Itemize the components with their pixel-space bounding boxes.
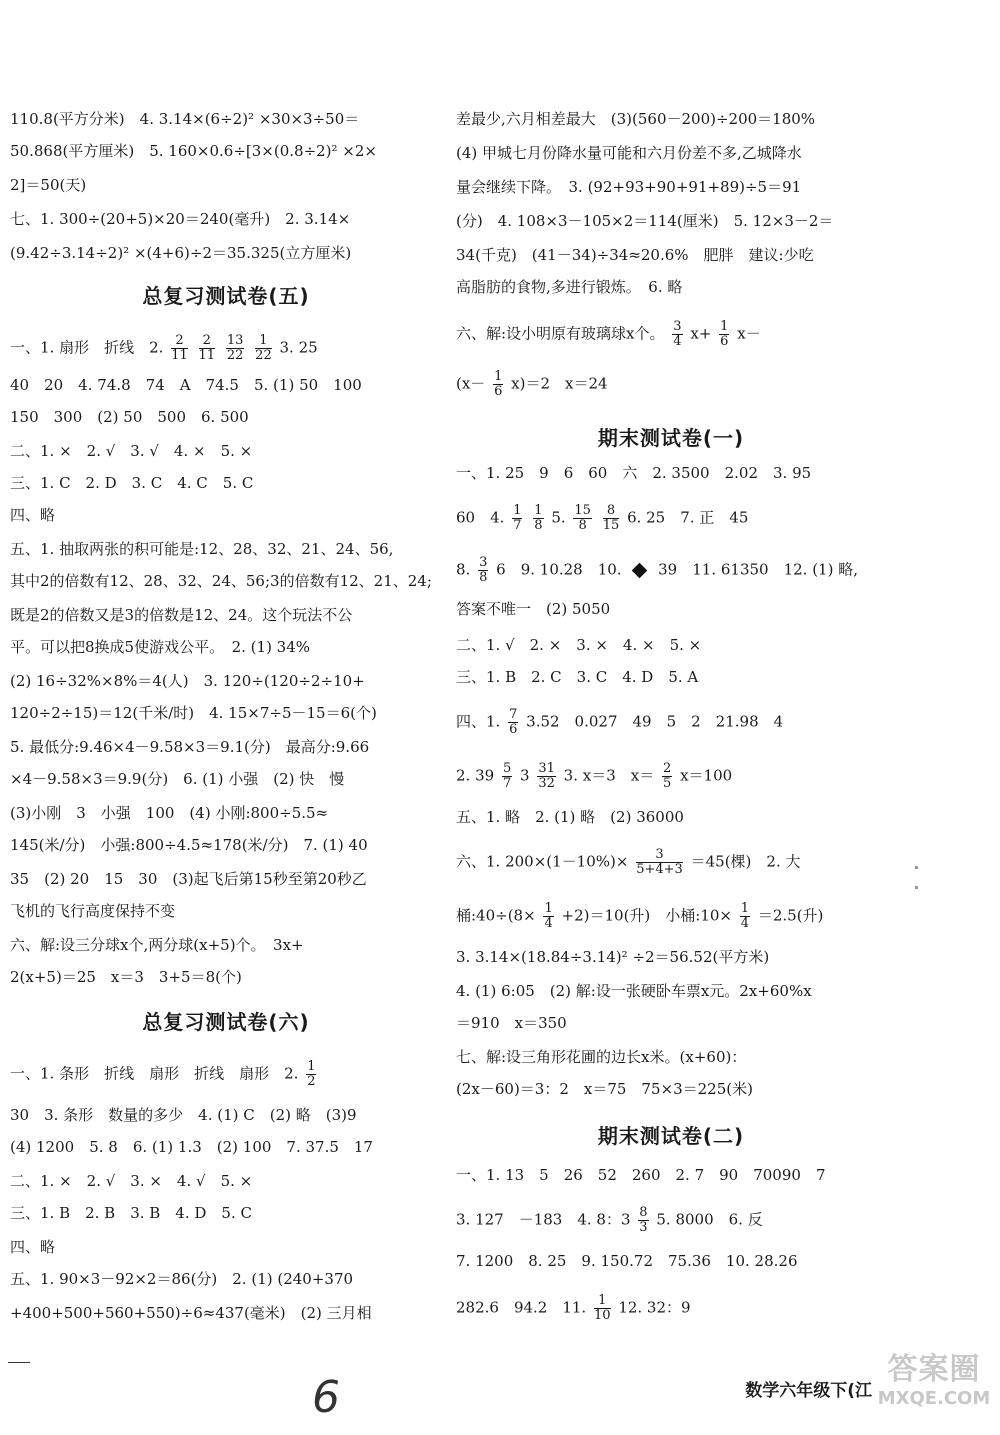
answer-text: x)＝2 x＝24 (511, 374, 608, 393)
book-title: 数学六年级下(江 (745, 1381, 872, 1401)
fraction: $\frac{1}{10}$ (593, 1293, 611, 1323)
fraction: $\frac{8}{15}$ (602, 503, 620, 533)
answer-text: 8. (456, 560, 471, 579)
answer-line (456, 1206, 763, 1235)
answer-text: 3. x＝3 x＝ (563, 766, 655, 785)
answer-text: ＝2.5(升) (757, 906, 824, 925)
answer-line: 2(x+5)＝25 x＝3 3+5＝8(个) (10, 968, 242, 986)
diamond-icon (632, 563, 648, 579)
answer-text: 一、1. 扇形 折线 2. (10, 338, 164, 357)
section-heading-review-6: 总复习测试卷(六) (142, 1010, 310, 1034)
answer-line: 三、1. B 2. B 3. B 4. D 5. C (10, 1204, 252, 1222)
answer-line: ＝910 x＝350 (456, 1014, 567, 1032)
answer-line (456, 320, 761, 349)
answer-line: 七、1. 300÷(20+5)×20＝240(毫升) 2. 3.14× (10, 210, 351, 228)
answer-text: x－ (737, 324, 761, 343)
answer-line: 150 300 (2) 50 500 6. 500 (10, 408, 249, 426)
answer-line: +400+500+560+550)÷6≈437(毫米) (2) 三月相 (10, 1304, 372, 1322)
answer-line: 量会继续下降。 3. (92+93+90+91+89)÷5＝91 (456, 178, 802, 196)
answer-line (456, 1294, 691, 1323)
answer-line: 120÷2÷15)＝12(千米/时) 4. 15×7÷5－15＝6(个) (10, 704, 377, 722)
answer-text: 3.52 0.027 49 5 2 21.98 4 (526, 712, 784, 731)
answer-line: 二、1. × 2. √ 3. √ 4. × 5. × (10, 442, 253, 460)
answer-text: 一、1. 条形 折线 扇形 折线 扇形 2. (10, 1064, 299, 1083)
answer-line: (4) 1200 5. 8 6. (1) 1.3 (2) 100 7. 37.5 17 (10, 1138, 373, 1156)
answer-line: 平。可以把8换成5使游戏公平。 2. (1) 34% (10, 638, 311, 656)
fraction: $\frac{1}{22}$ (255, 333, 272, 363)
answer-text: x＝100 (680, 766, 733, 785)
answer-line: 四、略 (10, 1238, 56, 1256)
answer-line: (3)小刚 3 小强 100 (4) 小刚:800÷5.5≈ (10, 804, 329, 822)
answer-text: x+ (690, 324, 712, 343)
answer-line: 七、解:设三角形花圃的边长x米。(x+60)： (456, 1048, 747, 1066)
answer-line: 4. (1) 6:05 (2) 解:设一张硬卧车票x元。2x+60%x (456, 982, 812, 1000)
answer-line: 110.8(平方分米) 4. 3.14×(6÷2)² ×30×3÷50＝ (10, 110, 360, 128)
answer-line: 高脂肪的食物,多进行锻炼。 6. 略 (456, 278, 683, 296)
fraction: $\frac{8}{3}$ (639, 1205, 648, 1235)
answer-line: 六、解:设三分球x个,两分球(x+5)个。 3x+ (10, 936, 304, 954)
answer-line: (分) 4. 108×3－105×2＝114(厘米) 5. 12×3－2＝ (456, 212, 834, 230)
answer-text: ＝45(棵) 2. 大 (690, 852, 801, 871)
answer-line: 30 3. 条形 数量的多少 4. (1) C (2) 略 (3)9 (10, 1106, 357, 1124)
answer-line (456, 504, 748, 533)
section-heading-final-2: 期末测试卷(二) (597, 1124, 745, 1148)
answer-line: (9.42÷3.14÷2)² ×(4+6)÷2＝35.325(立方厘米) (10, 244, 352, 262)
answer-line (456, 556, 858, 585)
fraction: $\frac{1}{6}$ (720, 319, 729, 349)
answer-text: 四、1. (456, 712, 501, 731)
answer-text: 282.6 94.2 11. (456, 1298, 587, 1317)
answer-line (456, 762, 732, 791)
section-heading-review-5: 总复习测试卷(五) (142, 284, 310, 308)
fraction: $\frac{2}{11}$ (198, 333, 216, 363)
answer-line: 5. 最低分:9.46×4－9.58×3＝9.1(分) 最高分:9.66 (10, 738, 370, 756)
fraction: $\frac{2}{5}$ (663, 761, 672, 791)
answer-line: ×4－9.58×3＝9.9(分) 6. (1) 小强 (2) 快 慢 (10, 770, 345, 788)
answer-line (456, 902, 823, 931)
fraction: $\frac{1}{4}$ (740, 901, 750, 931)
answer-line: (2) 16÷32%×8%＝4(人) 3. 120÷(120÷2÷10+ (10, 672, 365, 690)
fraction: $\frac{5}{7}$ (502, 761, 512, 791)
fraction: $\frac{3}{4}$ (673, 319, 682, 349)
answer-line: 50.868(平方厘米) 5. 160×0.6÷[3×(0.8÷2)² ×2× (10, 142, 377, 160)
answer-line: 五、1. 略 2. (1) 略 (2) 36000 (456, 808, 684, 826)
answer-text: 39 11. 61350 12. (1) 略, (658, 560, 858, 579)
answer-line (456, 708, 783, 737)
fraction: $\frac{1}{7}$ (513, 503, 522, 533)
answer-line: 二、1. × 2. √ 3. × 4. √ 5. × (10, 1172, 253, 1190)
answer-line (10, 334, 318, 363)
answer-line: 35 (2) 20 15 30 (3)起飞后第15秒至第20秒乙 (10, 870, 367, 888)
answer-line: 飞机的飞行高度保持不变 (10, 902, 176, 920)
answer-line: 3. 3.14×(18.84÷3.14)² ÷2＝56.52(平方米) (456, 948, 770, 966)
answer-line: 34(千克) (41－34)÷34≈20.6% 肥胖 建议:少吃 (456, 246, 814, 264)
fraction: $\frac{1}{6}$ (494, 369, 503, 399)
watermark-url: MXQE.COM (877, 1388, 991, 1409)
answer-text: 12. 32：9 (618, 1298, 691, 1317)
fraction: $\frac{1}{8}$ (534, 503, 543, 533)
fraction: $\frac{1}{4}$ (544, 901, 553, 931)
answer-line: 差最少,六月相差最大 (3)(560－200)÷200＝180% (456, 110, 816, 128)
answer-text: 桶:40÷(8× (456, 906, 536, 925)
answer-line: 二、1. √ 2. × 3. × 4. × 5. × (456, 636, 702, 654)
section-heading-final-1: 期末测试卷(一) (597, 426, 745, 450)
answer-line: (2x－60)＝3：2 x＝75 75×3＝225(米) (456, 1080, 753, 1098)
page-number: 6 (312, 1372, 340, 1423)
fraction: $\frac{3}{5+4+3}$ (636, 847, 683, 877)
answer-text: 3 (520, 766, 530, 785)
answer-text: 六、解:设小明原有玻璃球x个。 (456, 324, 665, 343)
answer-text: 6. 25 7. 正 45 (627, 508, 749, 527)
answer-line: 40 20 4. 74.8 74 A 74.5 5. (1) 50 100 (10, 376, 362, 394)
answer-line: (4) 甲城七月份降水量可能和六月份差不多,乙城降水 (456, 144, 802, 162)
answer-line: 三、1. B 2. C 3. C 4. D 5. A (456, 668, 699, 686)
fraction: $\frac{2}{11}$ (171, 333, 188, 363)
answer-text: 6 9. 10.28 10. (496, 560, 622, 579)
fraction: $\frac{15}{8}$ (574, 503, 591, 533)
answer-line: 五、1. 90×3－92×2＝86(分) 2. (1) (240+370 (10, 1270, 354, 1288)
answer-line: 既是2的倍数又是3的倍数是12、24。这个玩法不公 (10, 606, 353, 624)
fraction: $\frac{3}{8}$ (479, 555, 488, 585)
answer-line (456, 848, 800, 877)
answer-line: 2]＝50(天) (10, 176, 87, 194)
answer-text: 六、1. 200×(1－10%)× (456, 852, 629, 871)
fraction: $\frac{31}{32}$ (538, 761, 555, 791)
answer-line: 答案不唯一 (2) 5050 (456, 600, 611, 618)
answer-text: 3. 25 (279, 338, 318, 357)
scan-mark (915, 886, 918, 889)
fraction: $\frac{1}{2}$ (307, 1059, 316, 1089)
answer-line: 五、1. 抽取两张的积可能是:12、28、32、21、24、56, (10, 540, 394, 558)
answer-text: 60 4. (456, 508, 505, 527)
scan-mark (915, 866, 918, 869)
answer-text: (x－ (456, 374, 486, 393)
answer-line: 一、1. 13 5 26 52 260 2. 7 90 70090 7 (456, 1166, 826, 1184)
answer-line (456, 370, 608, 399)
answer-line: 四、略 (10, 506, 56, 524)
answer-line (10, 1060, 319, 1089)
answer-line: 145(米/分) 小强:800÷4.5≈178(米/分) 7. (1) 40 (10, 836, 368, 854)
answer-line: 三、1. C 2. D 3. C 4. C 5. C (10, 474, 254, 492)
answer-line: 其中2的倍数有12、28、32、24、56;3的倍数有12、21、24; (10, 572, 432, 590)
answer-line: 一、1. 25 9 6 60 六 2. 3500 2.02 3. 95 (456, 464, 812, 482)
answer-text: 2. 39 (456, 766, 495, 785)
answer-text: 3. 127 －183 4. 8：3 (456, 1210, 631, 1229)
fraction: $\frac{13}{22}$ (226, 333, 244, 363)
watermark-text: 答案圈 (887, 1352, 981, 1387)
fraction: $\frac{7}{6}$ (509, 707, 518, 737)
answer-text: 5. 8000 6. 反 (656, 1210, 763, 1229)
answer-line: 7. 1200 8. 25 9. 150.72 75.36 10. 28.26 (456, 1252, 798, 1270)
footer-rule (8, 1362, 30, 1363)
answer-text: +2)＝10(升) 小桶:10× (561, 906, 732, 925)
answer-text: 5. (551, 508, 566, 527)
watermark-logo (872, 1344, 996, 1428)
